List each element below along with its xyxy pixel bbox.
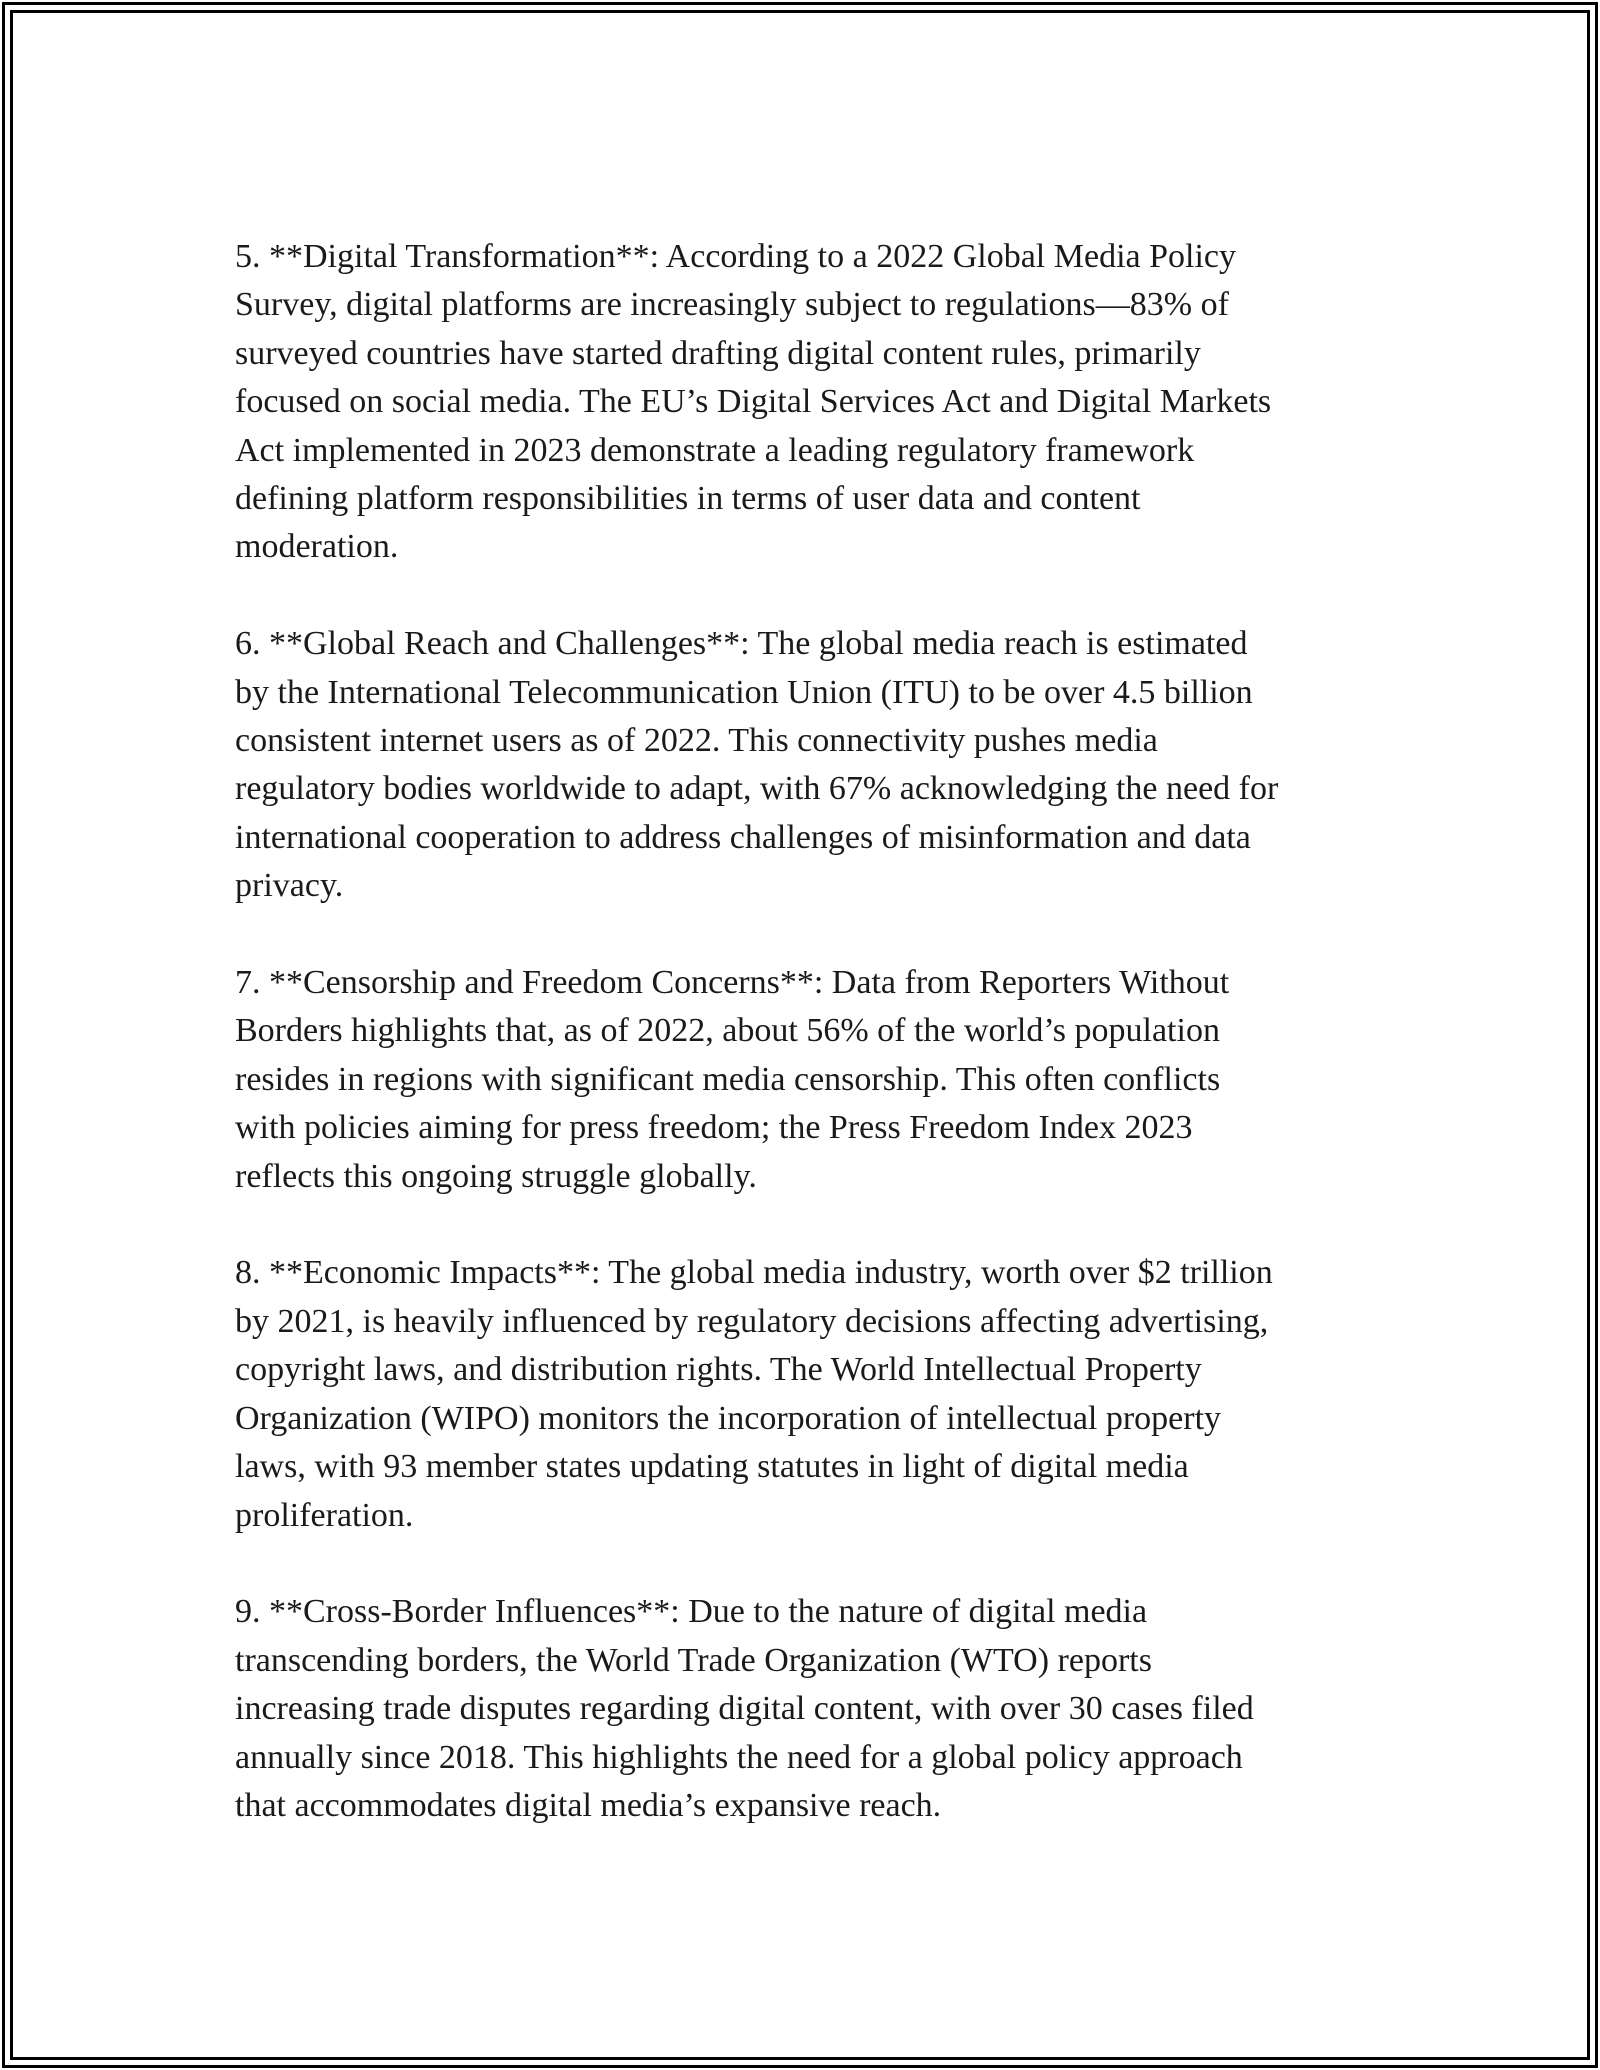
paragraph-cross-border: 9. **Cross-Border Influences**: Due to the nature of digital media transcending borders, the World Trade Organization (WTO) reports increasing trade disputes regarding digital content, with over 30 cases filed annually since 2018. This highlights the need for a global policy approach that accommodates digital media’s expansive reach. xyxy=(235,1593,1254,1824)
paragraph-digital-transformation: 5. **Digital Transformation**: According to a 2022 Global Media Policy Survey, digital platforms are increasingly subject to regulations—83% of surveyed countries have started drafting digital content rules, primarily focused on social media. The EU’s Digital Services Act and Digital Markets Act implemented in 2023 demonstrate a leading regulatory framework defining platform responsibilities in terms of user data and content moderation. xyxy=(235,238,1272,566)
document-body xyxy=(235,233,1385,1879)
paragraph-censorship-freedom: 7. **Censorship and Freedom Concerns**: Data from Reporters Without Borders highlights that, as of 2022, about 56% of the world’s population resides in regions with significant media censorship. This often conflicts with policies aiming for press freedom; the Press Freedom Index 2023 reflects this ongoing struggle globally. xyxy=(235,964,1230,1195)
paragraph-global-reach: 6. **Global Reach and Challenges**: The global media reach is estimated by the International Telecommunication Union (ITU) to be over 4.5 billion consistent internet users as of 2022. This connectivity pushes media regulatory bodies worldwide to adapt, with 67% acknowledging the need for international cooperation to address challenges of misinformation and data privacy. xyxy=(235,625,1279,905)
paragraph-economic-impacts: 8. **Economic Impacts**: The global media industry, worth over $2 trillion by 2021, is heavily influenced by regulatory decisions affecting advertising, copyright laws, and distribution rights. The World Intellectual Property Organization (WIPO) monitors the incorporation of intellectual property laws, with 93 member states updating statutes in light of digital media proliferation. xyxy=(235,1254,1273,1534)
